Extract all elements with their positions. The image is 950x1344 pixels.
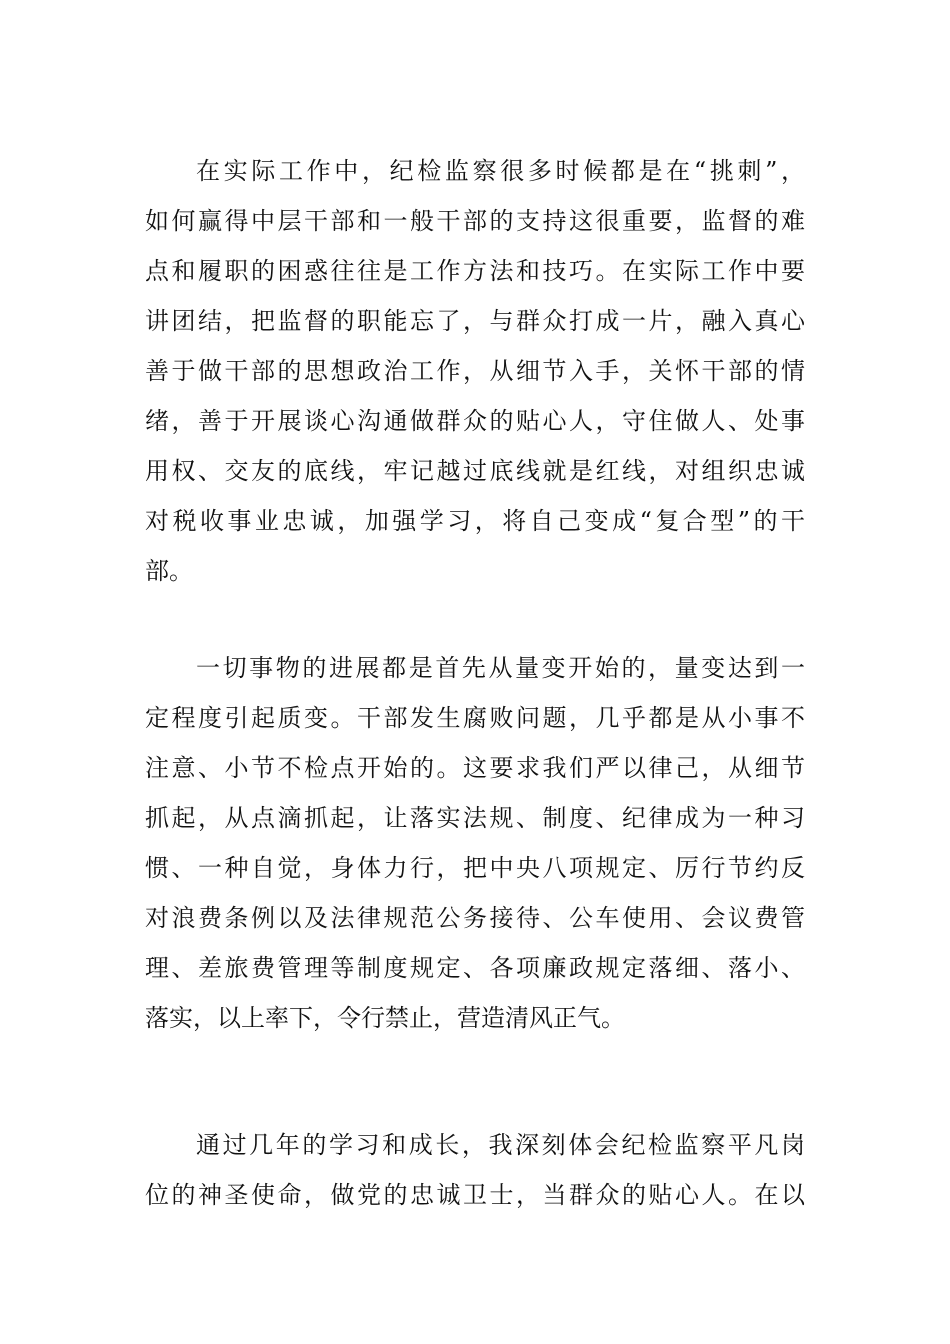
paragraph-line: 位的神圣使命，做党的忠诚卫士，当群众的贴心人。在以 bbox=[145, 1181, 805, 1209]
paragraph-3 bbox=[145, 1120, 805, 1220]
paragraph-line: 如何赢得中层干部和一般干部的支持这很重要，监督的难 bbox=[145, 207, 805, 235]
paragraph-2 bbox=[145, 643, 805, 1043]
paragraph-line: 点和履职的困惑往往是工作方法和技巧。在实际工作中要 bbox=[145, 257, 805, 285]
paragraph-line: 惯、一种自觉，身体力行，把中央八项规定、厉行节约反 bbox=[145, 854, 805, 882]
paragraph-line: 讲团结，把监督的职能忘了，与群众打成一片，融入真心 bbox=[145, 307, 805, 335]
paragraph-1 bbox=[145, 146, 805, 596]
paragraph-line: 在实际工作中，纪检监察很多时候都是在“挑刺”， bbox=[196, 157, 805, 185]
paragraph-line: 绪，善于开展谈心沟通做群众的贴心人，守住做人、处事 bbox=[145, 407, 805, 435]
paragraph-line: 对浪费条例以及法律规范公务接待、公车使用、会议费管 bbox=[145, 904, 805, 932]
paragraph-line: 落实，以上率下，令行禁止，营造清风正气。 bbox=[145, 1004, 625, 1032]
paragraph-line: 一切事物的进展都是首先从量变开始的，量变达到一 bbox=[196, 654, 805, 682]
paragraph-line: 用权、交友的底线，牢记越过底线就是红线，对组织忠诚 bbox=[145, 457, 805, 485]
paragraph-line: 通过几年的学习和成长，我深刻体会纪检监察平凡岗 bbox=[196, 1131, 805, 1159]
paragraph-line: 善于做干部的思想政治工作，从细节入手，关怀干部的情 bbox=[145, 357, 805, 385]
paragraph-line: 定程度引起质变。干部发生腐败问题，几乎都是从小事不 bbox=[145, 704, 805, 732]
paragraph-line: 理、差旅费管理等制度规定、各项廉政规定落细、落小、 bbox=[145, 954, 805, 982]
paragraph-line: 注意、小节不检点开始的。这要求我们严以律己，从细节 bbox=[145, 754, 805, 782]
paragraph-line: 对税收事业忠诚，加强学习，将自己变成“复合型”的干 bbox=[145, 507, 805, 535]
paragraph-line: 抓起，从点滴抓起，让落实法规、制度、纪律成为一种习 bbox=[145, 804, 805, 832]
paragraph-line: 部。 bbox=[145, 557, 193, 585]
